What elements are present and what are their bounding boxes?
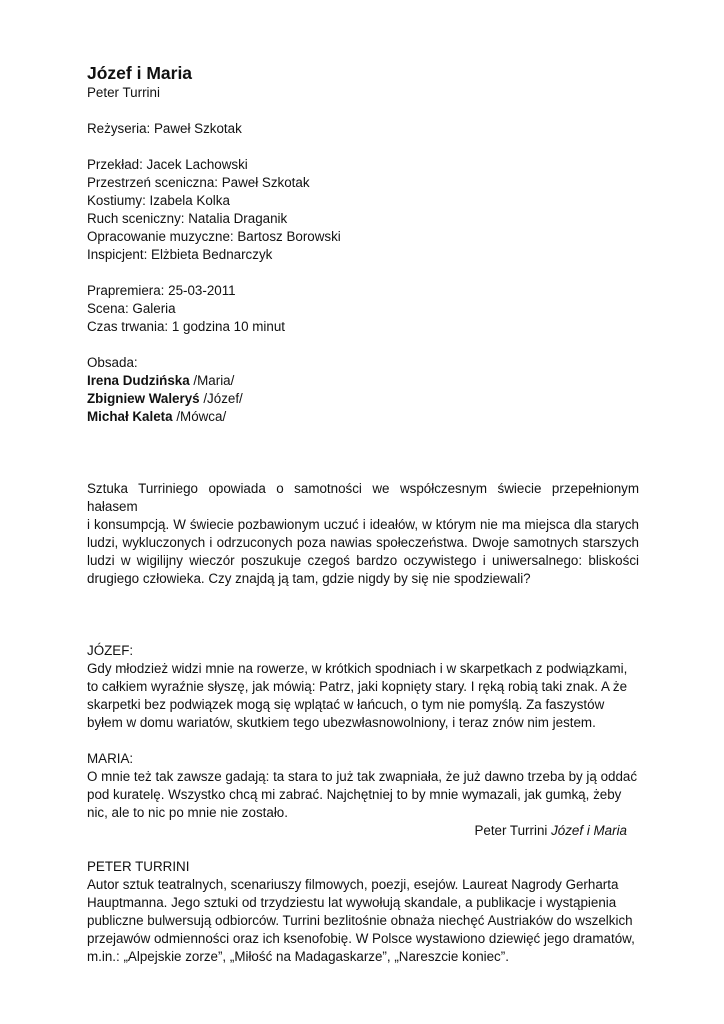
play-author: Peter Turrini [87,85,160,100]
premiere-info [87,282,639,336]
credit-stage-manager: Inspicjent: Elżbieta Bednarczyk [87,247,273,262]
quote-line: pod kuratelę. Wszystko chcą mi zabrać. Najchętniej to by mnie wymazali, jak gumką, żeby [87,787,622,802]
cast-member-role: /Mówca/ [172,409,227,424]
quote-maria [87,750,639,822]
quote-source [87,822,639,840]
quote-line: to całkiem wyraźnie słyszę, jak mówią: Patrz, jaki kopnięty stary. I ręką robią taki znak. A że [87,679,628,694]
credit-stage-design: Przestrzeń sceniczna: Paweł Szkotak [87,175,310,190]
quote-source-work: Józef i Maria [551,823,627,838]
bio-line: przejawów odmienności oraz ich ksenofobię. W Polsce wystawiono dziewięć jego dramatów, [87,931,635,946]
document-page [87,62,639,966]
bio-line: m.in.: „Alpejskie zorze”, „Miłość na Madagaskarze”, „Nareszcie koniec”. [87,949,509,964]
synopsis-paragraph [87,480,639,588]
credits-list [87,156,639,264]
credit-movement: Ruch sceniczny: Natalia Draganik [87,211,288,226]
credit-translation: Przekład: Jacek Lachowski [87,157,248,172]
cast-member [87,390,639,408]
synopsis-line: ludzi w wigilijny wieczór poszukuje czegoś bardzo oczywistego i uniwersalnego: bliskości [87,553,639,568]
quote-line: nic, ale to nic po mnie nie zostało. [87,805,288,820]
play-title: Józef i Maria [87,63,193,83]
quote-line: Gdy młodzież widzi mnie na rowerze, w krótkich spodniach i w skarpetkach z podwiązkami, [87,661,628,676]
cast-member [87,408,639,426]
speaker-jozef: JÓZEF: [87,643,134,658]
cast-label: Obsada: [87,355,138,370]
premiere-stage: Scena: Galeria [87,301,176,316]
cast-member-name: Michał Kaleta [87,409,173,424]
synopsis-line: drugiego człowieka. Czy znajdą ją tam, gdzie nigdy by się nie spodziewali? [87,571,531,586]
credit-costumes: Kostiumy: Izabela Kolka [87,193,230,208]
cast-member-name: Irena Dudzińska [87,373,190,388]
cast-member [87,372,639,390]
synopsis-line: i konsumpcją. W świecie pozbawionym uczuć i ideałów, w którym nie ma miejsca dla starych [87,517,639,532]
quote-line: skarpetki bez podwiązek mogą się wplątać w łańcuch, o tym nie pomyślą. Za faszystów [87,697,605,712]
bio-line: Hauptmanna. Jego sztuki od trzydziestu lat wywołują skandale, a publikacje i wystąpienia [87,895,617,910]
cast-member-role: /Józef/ [199,391,243,406]
quote-line: byłem w domu wariatów, skutkiem tego ubezwłasnowolniony, i teraz znów nim jestem. [87,715,596,730]
bio-line: Autor sztuk teatralnych, scenariuszy filmowych, poezji, esejów. Laureat Nagrody Gerharta [87,877,619,892]
author-bio [87,858,639,966]
synopsis-line: ludzi, wykluczonych i odrzuconych poza nawias społeczeństwa. Dwoje samotnych starszych [87,535,639,550]
credit-music: Opracowanie muzyczne: Bartosz Borowski [87,229,341,244]
bio-line: publiczne bulwersują odbiorców. Turrini bezlitośnie obnaża niechęć Austriaków do wszelkich [87,913,633,928]
cast-member-role: /Maria/ [189,373,235,388]
premiere-date: Prapremiera: 25-03-2011 [87,283,236,298]
direction-credit: Reżyseria: Paweł Szkotak [87,121,242,136]
cast-member-name: Zbigniew Waleryś [87,391,200,406]
synopsis-line: Sztuka Turriniego opowiada o samotności we współczesnym świecie przepełnionym hałasem [87,481,639,514]
cast-section [87,354,639,426]
quote-jozef [87,642,639,732]
premiere-duration: Czas trwania: 1 godzina 10 minut [87,319,285,334]
quote-source-author: Peter Turrini [474,823,552,838]
quote-line: O mnie też tak zawsze gadają: ta stara to już tak zwapniała, że już dawno trzeba by ją oddać [87,769,638,784]
speaker-maria: MARIA: [87,751,134,766]
bio-heading: PETER TURRINI [87,859,190,874]
